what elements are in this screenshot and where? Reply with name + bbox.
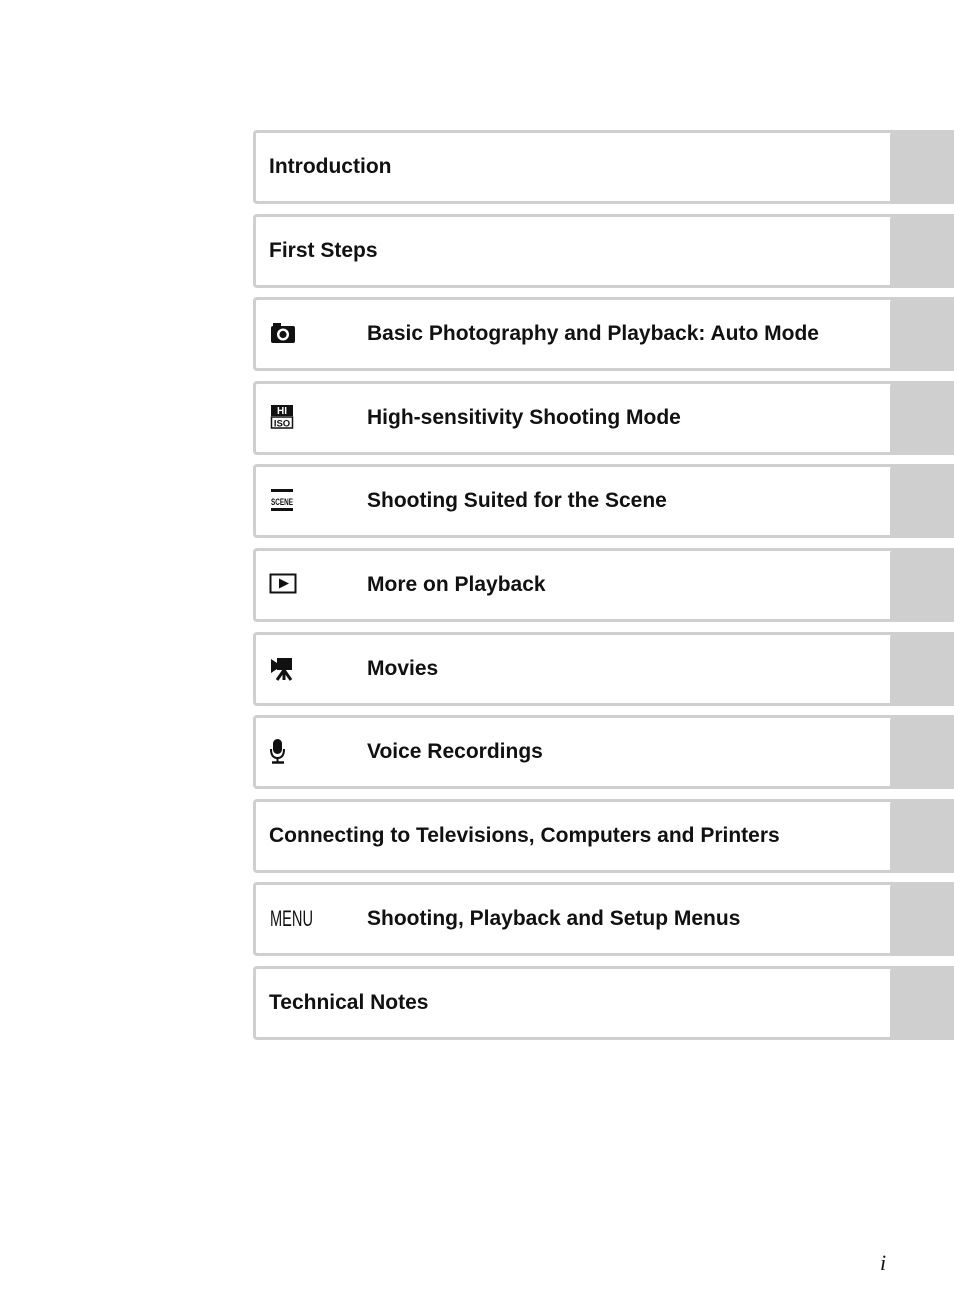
toc-item-label: Shooting, Playback and Setup Menus bbox=[367, 907, 741, 931]
menu-icon bbox=[269, 904, 315, 932]
toc-item-frame bbox=[253, 632, 954, 706]
table-of-contents bbox=[253, 130, 954, 1050]
chapter-tab bbox=[890, 548, 954, 622]
toc-item-connecting[interactable] bbox=[253, 799, 954, 873]
camera-icon bbox=[269, 319, 297, 347]
chapter-tab bbox=[890, 882, 954, 956]
toc-item-label: Movies bbox=[367, 656, 439, 680]
movie-icon bbox=[269, 654, 297, 682]
toc-item-playback[interactable] bbox=[253, 548, 954, 622]
scene-icon bbox=[269, 486, 297, 514]
hi-iso-icon bbox=[269, 403, 297, 431]
toc-item-label: Introduction bbox=[269, 155, 392, 178]
playback-icon bbox=[269, 570, 297, 598]
chapter-tab bbox=[890, 297, 954, 371]
toc-item-auto-mode[interactable] bbox=[253, 297, 954, 371]
chapter-tab bbox=[890, 130, 954, 204]
chapter-tab bbox=[890, 214, 954, 288]
menu-icon-text: MENU bbox=[270, 906, 313, 932]
page-number: i bbox=[880, 1250, 887, 1275]
hi-iso-icon-top: HI bbox=[277, 405, 287, 417]
toc-item-label: Shooting Suited for the Scene bbox=[367, 489, 667, 513]
scene-icon-text: SCENE bbox=[271, 497, 293, 508]
toc-item-first-steps[interactable] bbox=[253, 214, 954, 288]
chapter-tab bbox=[890, 464, 954, 538]
toc-item-frame bbox=[253, 715, 954, 789]
toc-item-label: First Steps bbox=[269, 238, 378, 262]
toc-item-label: Connecting to Televisions, Computers and Printers bbox=[269, 823, 780, 847]
hi-iso-icon-bottom: ISO bbox=[273, 418, 291, 430]
toc-item-frame bbox=[253, 548, 954, 622]
toc-item-scene[interactable] bbox=[253, 464, 954, 538]
toc-item-voice[interactable] bbox=[253, 715, 954, 789]
toc-item-high-sensitivity[interactable] bbox=[253, 381, 954, 455]
toc-item-movies[interactable] bbox=[253, 632, 954, 706]
microphone-icon bbox=[269, 737, 297, 765]
toc-item-introduction[interactable] bbox=[253, 130, 954, 204]
toc-item-menus[interactable] bbox=[253, 882, 954, 956]
toc-item-technical-notes[interactable] bbox=[253, 966, 954, 1040]
chapter-tab bbox=[890, 632, 954, 706]
toc-item-label: High-sensitivity Shooting Mode bbox=[367, 405, 681, 429]
chapter-tab bbox=[890, 715, 954, 789]
toc-item-label: Technical Notes bbox=[269, 990, 429, 1014]
chapter-tab bbox=[890, 966, 954, 1040]
toc-item-label: Voice Recordings bbox=[367, 740, 543, 764]
chapter-tab bbox=[890, 381, 954, 455]
chapter-tab bbox=[890, 799, 954, 873]
toc-item-label: Basic Photography and Playback: Auto Mode bbox=[367, 322, 819, 346]
toc-item-label: More on Playback bbox=[367, 572, 546, 596]
